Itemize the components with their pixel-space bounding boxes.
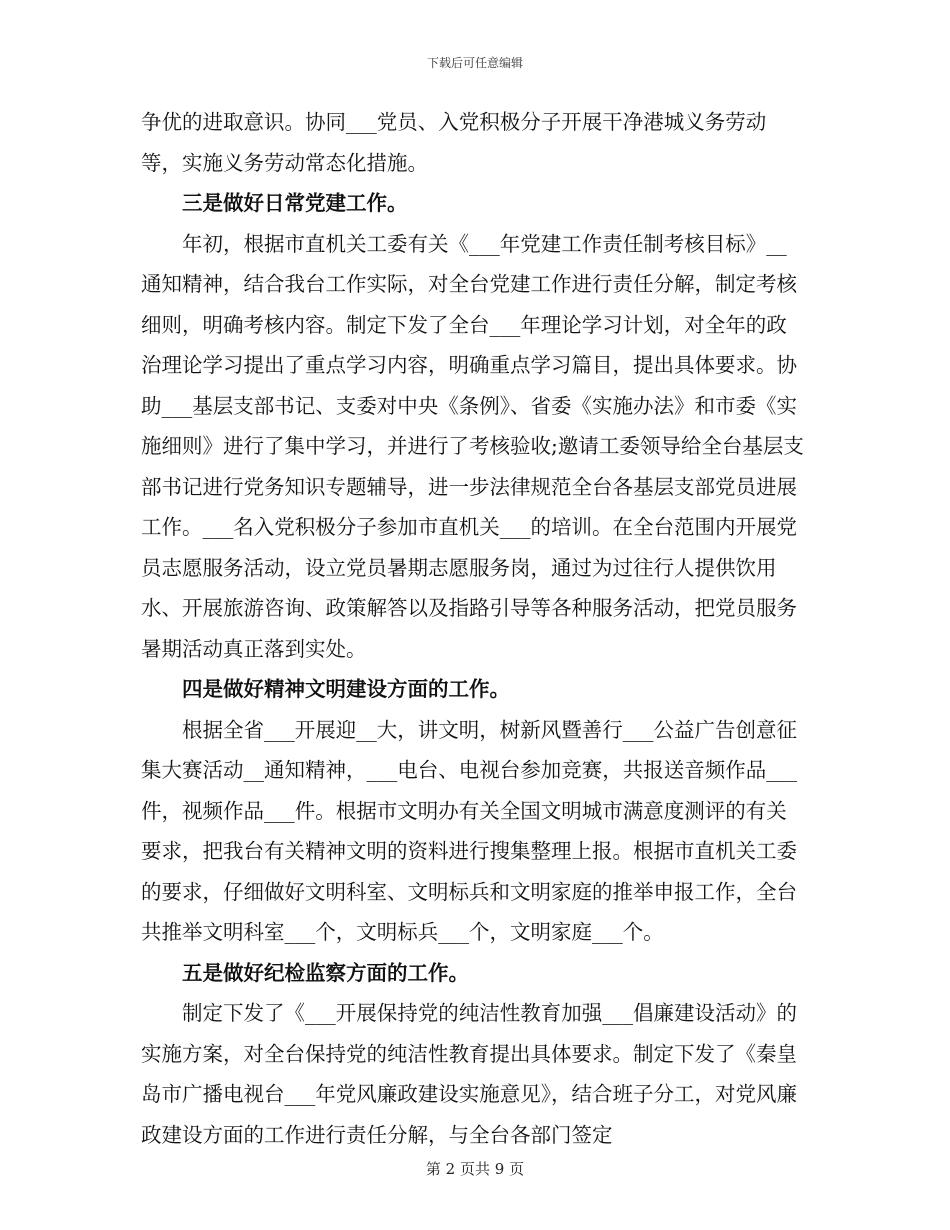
paragraph: 根据全省___开展迎__大，讲文明，树新风暨善行___公益广告创意征集大赛活动__通知精神，___电台、电视台参加竞赛，共报送音频作品___件，视频作品___件。根据市文明办有关全国文明城市满意度测评的有关要求，把我台有关精神文明的资料进行搜集整理上报。根据市直机关工委的要求，仔细做好文明科室、文明标兵和文明家庭的推举申报工作，全台共推举文明科室___个，文明标兵___个，文明家庭___个。	[141, 717, 797, 944]
document-body	[141, 102, 805, 1155]
paragraph: 年初，根据市直机关工委有关《___年党建工作责任制考核目标》__通知精神，结合我台工作实际，对全台党建工作进行责任分解，制定考核细则，明确考核内容。制定下发了全台___年理论学习计划，对全年的政治理论学习提出了重点学习内容，明确重点学习篇目，提出具体要求。协助___基层支部书记、支委对中央《条例》、省委《实施办法》和市委《实施细则》进行了集中学习，并进行了考核验收;邀请工委领导给全台基层支部书记进行党务知识专题辅导，进一步法律规范全台各基层支部党员进展工作。___名入党积极分子参加市直机关___的培训。在全台范围内开展党员志愿服务活动，设立党员暑期志愿服务岗，通过为过往行人提供饮用水、开展旅游咨询、政策解答以及指路引导等各种服务活动，把党员服务暑期活动真正落到实处。	[141, 231, 804, 661]
section-heading: 四是做好精神文明建设方面的工作。	[182, 677, 510, 701]
page-header: 下载后可任意编辑	[426, 56, 523, 70]
paragraph: 争优的进取意识。协同___党员、入党积极分子开展干净港城义务劳动等，实施义务劳动常态化措施。	[141, 110, 767, 175]
section-heading: 三是做好日常党建工作。	[182, 191, 408, 215]
paragraph: 制定下发了《___开展保持党的纯洁性教育加强___倡廉建设活动》的实施方案，对全台保持党的纯洁性教育提出具体要求。制定下发了《秦皇岛市广播电视台___年党风廉政建设实施意见》，结合班子分工，对党风廉政建设方面的工作进行责任分解，与全台各部门签定	[141, 1001, 797, 1147]
page-footer: 第 2 页共 9 页	[425, 1160, 525, 1178]
section-heading: 五是做好纪检监察方面的工作。	[182, 960, 469, 985]
